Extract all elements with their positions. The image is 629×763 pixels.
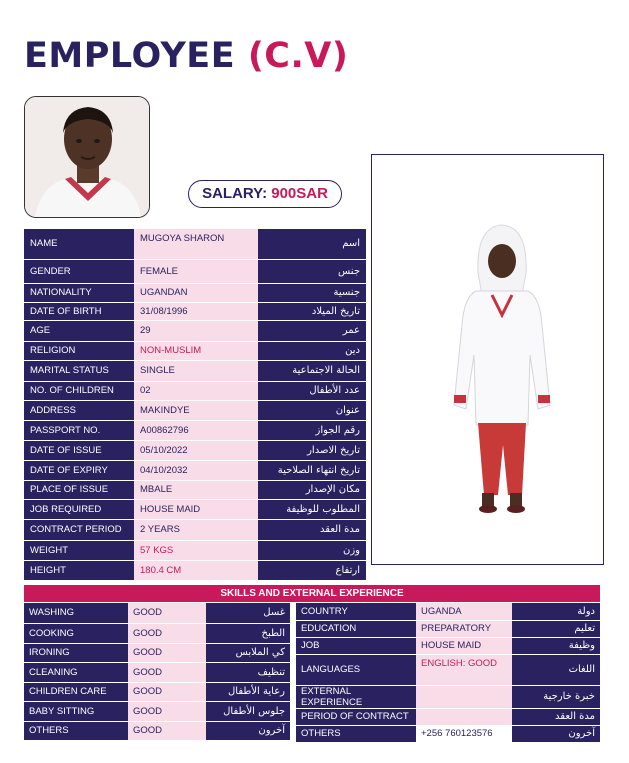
table-row: [24, 519, 366, 540]
table-row: [24, 229, 366, 259]
table-row: [296, 654, 600, 685]
row-arabic: تاريخ الميلاد: [258, 302, 366, 320]
table-row: [24, 259, 366, 283]
table-row: [24, 682, 290, 701]
table-row: [24, 440, 366, 460]
row-value: 04/10/2032: [134, 460, 258, 480]
experience-arabic: خبرة خارجية: [512, 685, 600, 708]
table-row: [296, 685, 600, 708]
experience-label: JOB: [296, 637, 416, 654]
table-row: [24, 420, 366, 440]
salary-badge: [188, 180, 342, 208]
row-label: DATE OF EXPIRY: [24, 460, 134, 480]
table-row: [24, 341, 366, 360]
row-value: 57 KGS: [134, 540, 258, 560]
row-value: 02: [134, 381, 258, 400]
experience-label: LANGUAGES: [296, 654, 416, 685]
row-arabic: الحالة الاجتماعية: [258, 360, 366, 381]
skill-value: GOOD: [128, 662, 206, 682]
row-label: DATE OF ISSUE: [24, 440, 134, 460]
skill-value: GOOD: [128, 623, 206, 643]
row-arabic: عدد الأطفال: [258, 381, 366, 400]
experience-value: UGANDA: [416, 603, 512, 620]
table-row: [24, 560, 366, 580]
row-arabic: اسم: [258, 229, 366, 259]
row-value: UGANDAN: [134, 283, 258, 302]
row-value: 31/08/1996: [134, 302, 258, 320]
skill-label: COOKING: [24, 623, 128, 643]
experience-arabic: وظيفة: [512, 637, 600, 654]
table-row: [24, 302, 366, 320]
table-row: [24, 460, 366, 480]
skills-table: [24, 603, 290, 741]
row-label: GENDER: [24, 259, 134, 283]
row-arabic: رقم الجواز: [258, 420, 366, 440]
title-accent: (C.V): [247, 36, 349, 76]
skill-arabic: رعاية الأطفال: [206, 682, 290, 701]
experience-label: PERIOD OF CONTRACT: [296, 708, 416, 725]
experience-value: HOUSE MAID: [416, 637, 512, 654]
experience-arabic: آخرون: [512, 725, 600, 742]
skill-arabic: آخرون: [206, 721, 290, 740]
experience-value: [416, 708, 512, 725]
table-row: [24, 360, 366, 381]
table-row: [24, 499, 366, 519]
row-label: PASSPORT NO.: [24, 420, 134, 440]
skill-label: CHILDREN CARE: [24, 682, 128, 701]
skill-label: CLEANING: [24, 662, 128, 682]
row-value: FEMALE: [134, 259, 258, 283]
row-label: RELIGION: [24, 341, 134, 360]
skill-arabic: جلوس الأطفال: [206, 701, 290, 721]
skill-label: OTHERS: [24, 721, 128, 740]
portrait-photo: [24, 96, 150, 218]
skill-arabic: كي الملابس: [206, 643, 290, 662]
experience-arabic: تعليم: [512, 620, 600, 637]
row-value: 180.4 CM: [134, 560, 258, 580]
table-row: [24, 721, 290, 740]
row-value: SINGLE: [134, 360, 258, 381]
table-row: [24, 400, 366, 420]
table-row: [296, 725, 600, 742]
table-row: [24, 701, 290, 721]
row-arabic: تاريخ انتهاء الصلاحية: [258, 460, 366, 480]
table-row: [24, 540, 366, 560]
experience-value: PREPARATORY: [416, 620, 512, 637]
row-arabic: عنوان: [258, 400, 366, 420]
table-row: [296, 620, 600, 637]
experience-label: EDUCATION: [296, 620, 416, 637]
experience-table: [296, 603, 600, 743]
row-label: MARITAL STATUS: [24, 360, 134, 381]
row-arabic: جنس: [258, 259, 366, 283]
skill-arabic: الطبخ: [206, 623, 290, 643]
skills-heading: SKILLS AND EXTERNAL EXPERIENCE: [24, 585, 600, 602]
skill-value: GOOD: [128, 603, 206, 623]
table-row: [24, 381, 366, 400]
page-title: [24, 36, 348, 76]
skill-value: GOOD: [128, 682, 206, 701]
row-arabic: عمر: [258, 320, 366, 341]
experience-value: +256 760123576: [416, 725, 512, 742]
row-arabic: مدة العقد: [258, 519, 366, 540]
row-label: WEIGHT: [24, 540, 134, 560]
row-label: DATE OF BIRTH: [24, 302, 134, 320]
experience-arabic: دولة: [512, 603, 600, 620]
salary-value: 900SAR: [271, 185, 328, 202]
experience-label: EXTERNAL EXPERIENCE: [296, 685, 416, 708]
table-row: [24, 320, 366, 341]
row-label: CONTRACT PERIOD: [24, 519, 134, 540]
row-value: A00862796: [134, 420, 258, 440]
experience-value: ENGLISH: GOOD: [416, 654, 512, 685]
row-arabic: تاريخ الاصدار: [258, 440, 366, 460]
row-arabic: جنسية: [258, 283, 366, 302]
row-value: NON-MUSLIM: [134, 341, 258, 360]
row-arabic: مكان الإصدار: [258, 480, 366, 499]
skill-arabic: غسل: [206, 603, 290, 623]
row-label: NO. OF CHILDREN: [24, 381, 134, 400]
experience-label: COUNTRY: [296, 603, 416, 620]
row-value: MAKINDYE: [134, 400, 258, 420]
table-row: [24, 603, 290, 623]
row-value: 05/10/2022: [134, 440, 258, 460]
skill-value: GOOD: [128, 643, 206, 662]
skill-arabic: تنظيف: [206, 662, 290, 682]
row-label: AGE: [24, 320, 134, 341]
skill-label: BABY SITTING: [24, 701, 128, 721]
table-row: [296, 603, 600, 620]
table-row: [24, 623, 290, 643]
title-main: EMPLOYEE: [24, 36, 236, 76]
row-label: NAME: [24, 229, 134, 259]
experience-arabic: مدة العقد: [512, 708, 600, 725]
row-label: ADDRESS: [24, 400, 134, 420]
experience-arabic: اللغات: [512, 654, 600, 685]
experience-value: [416, 685, 512, 708]
row-value: HOUSE MAID: [134, 499, 258, 519]
row-arabic: ارتفاع: [258, 560, 366, 580]
row-arabic: وزن: [258, 540, 366, 560]
table-row: [24, 283, 366, 302]
skill-value: GOOD: [128, 701, 206, 721]
table-row: [24, 480, 366, 499]
skill-label: WASHING: [24, 603, 128, 623]
row-arabic: دين: [258, 341, 366, 360]
full-body-photo: [371, 154, 604, 565]
salary-label: SALARY:: [202, 185, 268, 202]
row-label: PLACE OF ISSUE: [24, 480, 134, 499]
personal-info-table: [24, 229, 366, 581]
row-value: 29: [134, 320, 258, 341]
skill-value: GOOD: [128, 721, 206, 740]
row-value: MUGOYA SHARON: [134, 229, 258, 259]
row-label: NATIONALITY: [24, 283, 134, 302]
row-label: JOB REQUIRED: [24, 499, 134, 519]
row-value: 2 YEARS: [134, 519, 258, 540]
row-value: MBALE: [134, 480, 258, 499]
experience-label: OTHERS: [296, 725, 416, 742]
table-row: [24, 662, 290, 682]
table-row: [296, 708, 600, 725]
table-row: [24, 643, 290, 662]
skill-label: IRONING: [24, 643, 128, 662]
row-arabic: المطلوب للوظيفة: [258, 499, 366, 519]
table-row: [296, 637, 600, 654]
row-label: HEIGHT: [24, 560, 134, 580]
